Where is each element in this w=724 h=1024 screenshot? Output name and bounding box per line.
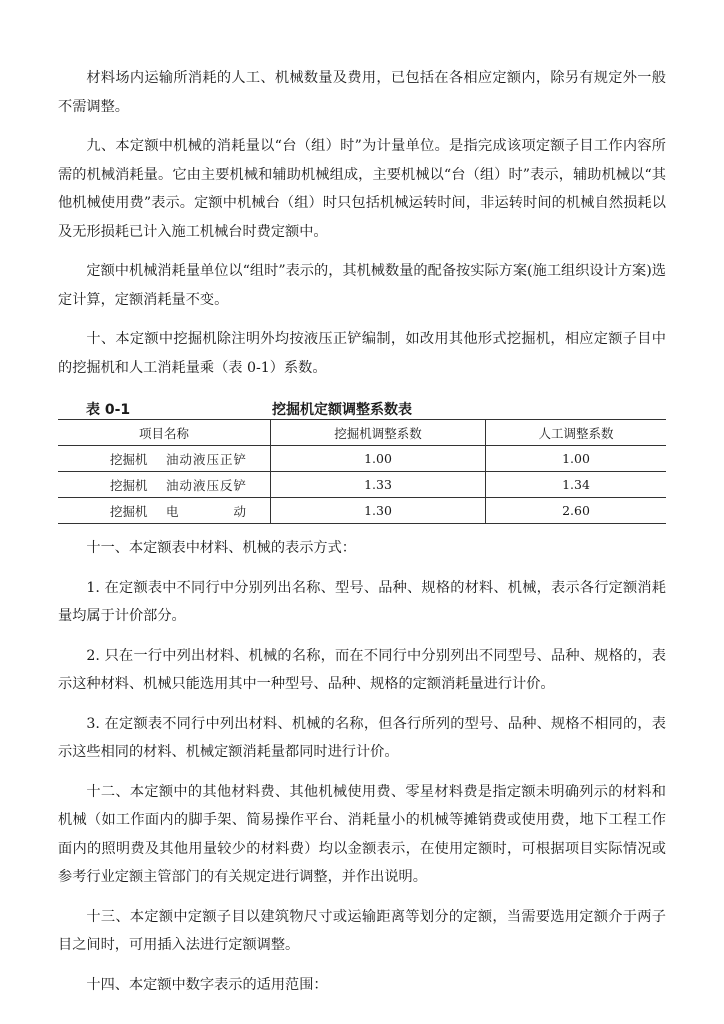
paragraph-section-12: 十二、本定额中的其他材料费、其他机械使用费、零星材料费是指定额未明确列示的材料和机械（如工作面内的脚手架、简易操作平台、消耗量小的机械等摊销费或使用费，地下工程工作面内的照明费及其他用量较少的材料费）均以金额表示，在使用定额时，可根据项目实际情况或参考行业定额主管部门的有关规定进行调整，并作出说明。 [58, 783, 666, 885]
header-item-name: 项目名称 [58, 420, 271, 446]
item-name-cell: 挖掘机 电动 [58, 498, 271, 524]
table-row [58, 446, 666, 472]
paragraph-section-11: 十一、本定额表中材料、机械的表示方式： [86, 540, 356, 556]
table-number: 表 0-1 [86, 402, 131, 418]
labor-coefficient-cell: 1.00 [486, 446, 667, 472]
excavator-coefficient-table [58, 419, 666, 524]
labor-coefficient-cell: 1.34 [486, 472, 667, 498]
excavator-coefficient-cell: 1.30 [271, 498, 486, 524]
paragraph-item-1: 1. 在定额表中不同行中分别列出名称、型号、品种、规格的材料、机械，表示各行定额消耗量均属于计价部分。 [58, 579, 666, 624]
table-caption [58, 393, 666, 419]
paragraph-section-10: 十、本定额中挖掘机除注明外均按液压正铲编制，如改用其他形式挖掘机，相应定额子目中的挖掘机和人工消耗量乘（表 0-1）系数。 [58, 331, 666, 376]
header-excavator-coefficient: 挖掘机调整系数 [271, 420, 486, 446]
excavator-coefficient-cell: 1.33 [271, 472, 486, 498]
paragraph-item-3: 3. 在定额表不同行中列出材料、机械的名称，但各行所列的型号、品种、规格不相同的，表示这些相同的材料、机械定额消耗量都同时进行计价。 [58, 715, 666, 760]
paragraph-section-9: 九、本定额中机械的消耗量以“台（组）时”为计量单位。是指完成该项定额子目工作内容所需的机械消耗量。它由主要机械和辅助机械组成，主要机械以“台（组）时”表示，辅助机械以“其他机械使用费”表示。定额中机械台（组）时只包括机械运转时间，非运转时间的机械自然损耗以及无形损耗已计入施工机械台时费定额中。 [58, 138, 666, 240]
table-row [58, 472, 666, 498]
page-content [58, 64, 666, 1010]
header-labor-coefficient: 人工调整系数 [486, 420, 667, 446]
paragraph-materials-transport: 材料场内运输所消耗的人工、机械数量及费用，已包括在各相应定额内，除另有规定外一般不需调整。 [58, 70, 666, 115]
item-name-cell: 挖掘机 油动液压正铲 [58, 446, 271, 472]
paragraph-item-2: 2. 只在一行中列出材料、机械的名称，而在不同行中分别列出不同型号、品种、规格的，表示这种材料、机械只能选用其中一种型号、品种、规格的定额消耗量进行计价。 [58, 647, 666, 692]
labor-coefficient-cell: 2.60 [486, 498, 667, 524]
item-name-cell: 挖掘机 油动液压反铲 [58, 472, 271, 498]
table-header-row [58, 420, 666, 446]
excavator-coefficient-cell: 1.00 [271, 446, 486, 472]
paragraph-machine-group-hours: 定额中机械消耗量单位以“组时”表示的，其机械数量的配备按实际方案(施工组织设计方案)选定计算，定额消耗量不变。 [58, 263, 666, 308]
table-title: 挖掘机定额调整系数表 [272, 402, 412, 418]
table-row [58, 498, 666, 524]
paragraph-section-13: 十三、本定额中定额子目以建筑物尺寸或运输距离等划分的定额，当需要选用定额介于两子目之间时，可用插入法进行定额调整。 [58, 908, 666, 953]
paragraph-section-14: 十四、本定额中数字表示的适用范围： [86, 976, 328, 993]
